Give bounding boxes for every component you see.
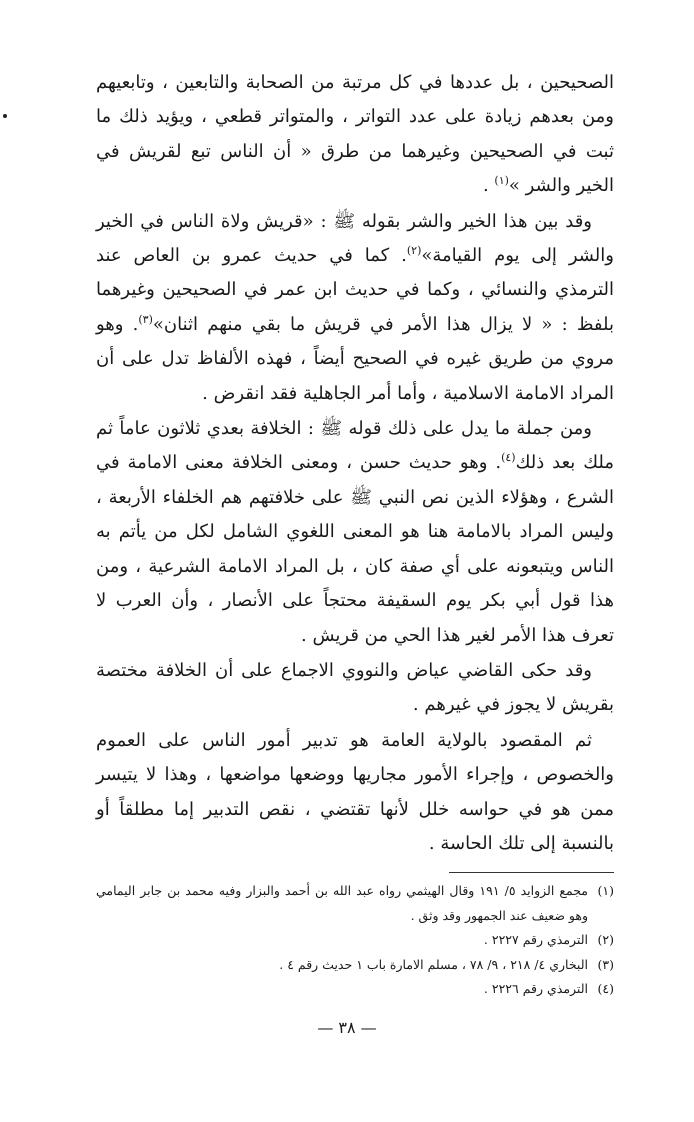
footnote-4 <box>96 977 614 1002</box>
paragraph-3 <box>96 412 614 653</box>
page-number: — ٣٨ — <box>317 1018 377 1037</box>
paragraph-1: الصحيحين ، بل عددها في كل مرتبة من الصحابة والتابعين ، وتابعيهم ومن بعدهم زيادة على عدد التواتر ، والمتواتر قطعي ، ويؤيد ذلك ما ثبت في الصحيحين وغيرهما من طرق « أن الناس تبع لقريش في الخير والشر »$^{(١)}$ . <box>96 72 614 197</box>
footnote-text: الترمذي رقم ٢٢٢٦ . <box>483 981 588 996</box>
footnotes <box>96 879 614 1002</box>
footnote-ref-3: (٣) <box>138 312 153 326</box>
main-text <box>96 66 614 861</box>
footnote-3 <box>96 953 614 978</box>
paragraph-4: وقد حكى القاضي عياض والنووي الاجماع على أن الخلافة مختصة بقريش لا يجوز في غيرهم . <box>96 659 614 716</box>
paragraph-2 <box>96 205 614 411</box>
paragraph-2-continued: . كما في حديث عمرو بن العاص عند الترمذي والنسائي ، وكما في حديث ابن عمر في الصحيحين وغيرهما بلفظ : « لا يزال هذا الأمر في قريش ما بقي منهم اثنان» <box>96 245 614 335</box>
footnote-ref-1: (١) <box>494 174 509 188</box>
footnote-2 <box>96 928 614 953</box>
paragraph-1-text: الصحيحين ، بل عددها في كل مرتبة من الصحابة والتابعين ، وتابعيهم ومن بعدهم زيادة على عدد التواتر ، والمتواتر قطعي ، ويؤيد ذلك ما ثبت في الصحيحين وغيرهما من طرق « أن الناس تبع لقريش في الخير والشر » <box>96 72 614 197</box>
footnote-number: (٢) <box>597 932 614 947</box>
paragraph-3-text: ومن جملة ما يدل على ذلك قوله ﷺ : الخلافة بعدي ثلاثون عاماً ثم ملك بعد ذلك <box>96 418 615 474</box>
footnote-text: مجمع الزوايد ٥/ ١٩١ وقال الهيثمي رواه عبد الله بن أحمد والبزار وفيه محمد بن جابر اليمامي وهو ضعيف عند الجمهور وقد وثق . <box>96 883 588 923</box>
footnote-number: (١) <box>597 883 614 898</box>
footnote-1 <box>96 879 614 928</box>
footnote-text: البخاري ٤/ ٢١٨ ، ٩/ ٧٨ ، مسلم الامارة باب ١ حديث رقم ٤ . <box>279 956 588 972</box>
paragraph-5: ثم المقصود بالولاية العامة هو تدبير أمور الناس على العموم والخصوص ، وإجراء الأمور مجاريها ووضعها مواضعها ، وهذا لا يتيسر ممن هو في حواسه خلل لأنها تقتضي ، نقص التدبير إما مطلقاً أو بالنسبة إلى تلك الحاسة . <box>96 729 614 854</box>
footnote-ref-4: (٤) <box>501 451 516 465</box>
paragraph-3-continued: . وهو حديث حسن ، ومعنى الخلافة معنى الامامة في الشرع ، وهؤلاء الذين نص النبي ﷺ على خلافتهم هم الخلفاء الأربعة ، وليس المراد بالامامة هنا هو المعنى اللغوي الشامل لكل من يأتم به الناس ويتبعونه على أي صفة كان ، بل المراد الامامة الشرعية ، ومن هذا قول أبي بكر يوم السقيفة محتجاً على الأنصار ، وأن العرب لا تعرف هذا الأمر لغير هذا الحي من قريش . <box>96 452 614 646</box>
margin-mark <box>3 114 7 118</box>
footnote-number: (٣) <box>597 956 614 972</box>
footnote-text: الترمذي رقم ٢٢٢٧ . <box>483 932 588 947</box>
paragraph-2-end: . وهو مروي من طريق غيره في الصحيح أيضاً ، فهذه الألفاظ تدل على أن المراد الامامة الاسلامية ، وأما أمر الجاهلية فقد انقرض . <box>96 313 614 404</box>
footnote-number: (٤) <box>597 981 614 996</box>
footnote-ref-2: (٢) <box>406 244 422 258</box>
footnote-divider <box>449 872 614 873</box>
paragraph-2-text: وقد بين هذا الخير والشر بقوله ﷺ : «قريش ولاة الناس في الخير والشر إلى يوم القيامة» <box>96 210 614 267</box>
